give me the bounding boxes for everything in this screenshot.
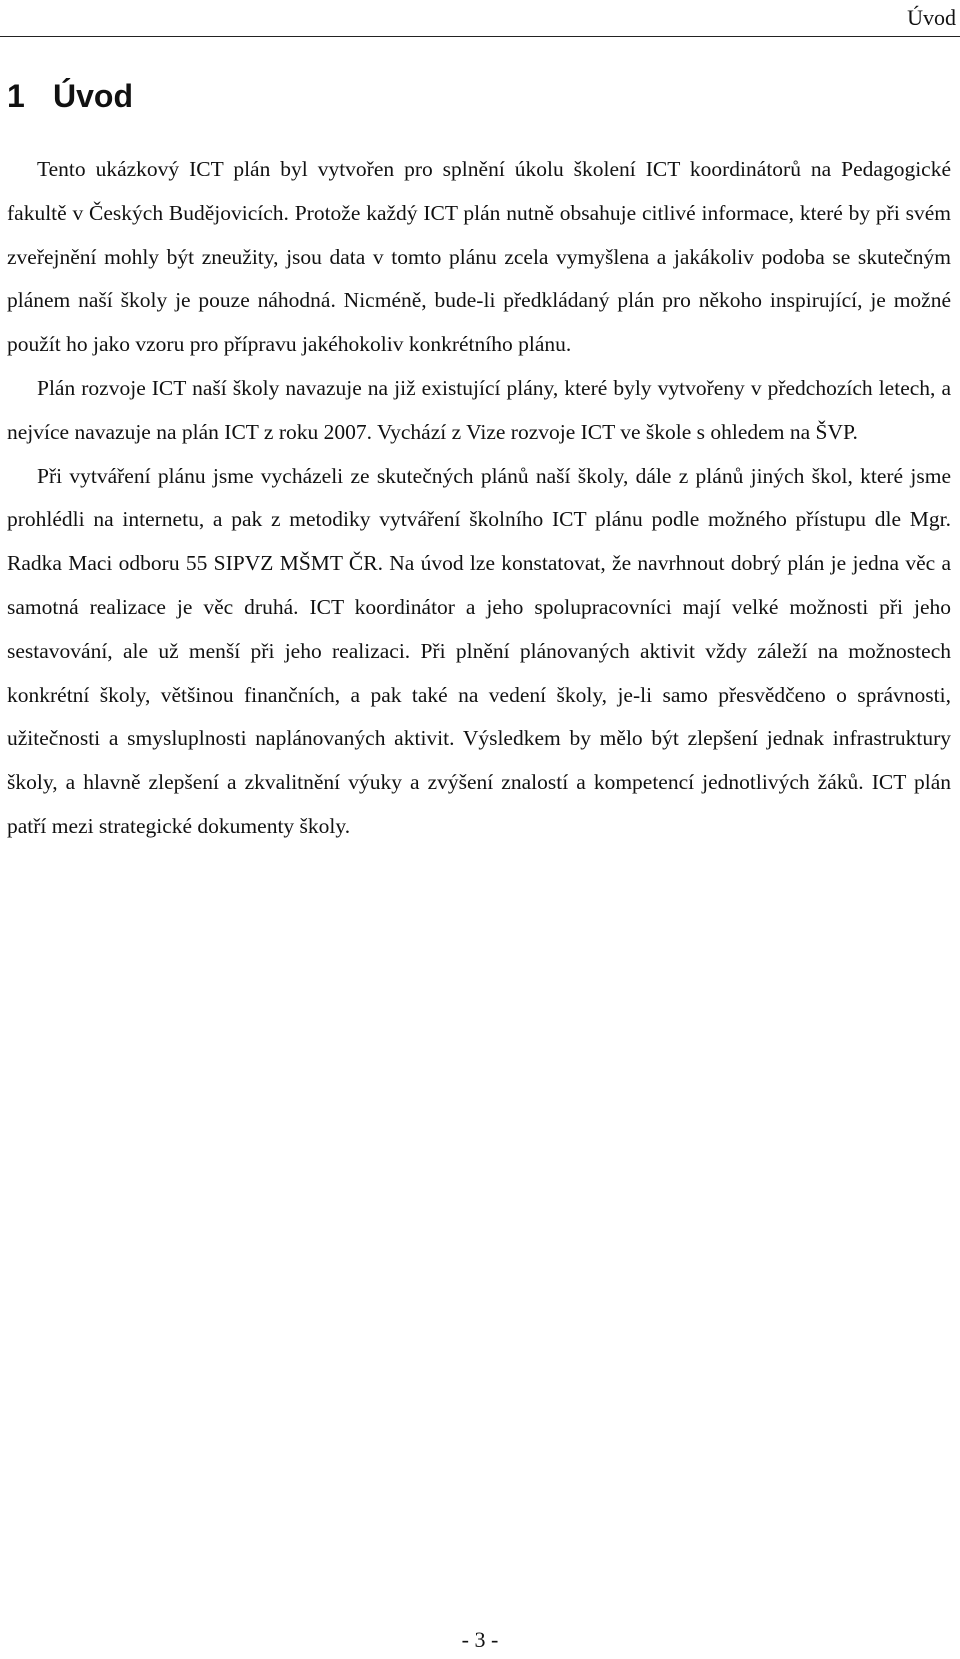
paragraph-plan-continuity: Plán rozvoje ICT naší školy navazuje na již existující plány, které byly vytvořeny v předchozích letech, a nejvíce navazuje na plán ICT z roku 2007. Vychází z Vize rozvoje ICT ve škole s ohledem na ŠVP. [7, 375, 951, 444]
chapter-number: 1 [7, 78, 25, 114]
paragraph-plan-creation: Při vytváření plánu jsme vycházeli ze skutečných plánů naší školy, dále z plánů jiných škol, které jsme prohlédli na internetu, a pak z metodiky vytváření školního ICT plánu podle možného přístupu dle Mgr. Radka Maci odboru 55 SIPVZ MŠMT ČR. Na úvod lze konstatovat, že navrhnout dobrý plán je jedna věc a samotná realizace je věc druhá. ICT koordinátor a jeho spolupracovníci mají velké možnosti při jeho sestavování, ale už menší při jeho realizaci. Při plnění plánovaných aktivit vždy záleží na možnostech konkrétní školy, většinou finančních, a pak také na vedení školy, je-li samo přesvědčeno o správnosti, užitečnosti a smysluplnosti naplánovaných aktivit. Výsledkem by mělo být zlepšení jednak infrastruktury školy, a hlavně zlepšení a zkvalitnění výuky a zvýšení znalostí a kompetencí jednotlivých žáků. ICT plán patří mezi strategické dokumenty školy. [7, 463, 951, 838]
page-number: - 3 - [461, 1627, 499, 1652]
running-header-title: Úvod [907, 5, 956, 30]
chapter-title: Úvod [53, 78, 133, 114]
running-header [0, 0, 960, 37]
paragraph-intro: Tento ukázkový ICT plán byl vytvořen pro splnění úkolu školení ICT koordinátorů na Pedagogické fakultě v Českých Budějovicích. Protože každý ICT plán nutně obsahuje citlivé informace, které by při svém zveřejnění mohly být zneužity, jsou data v tomto plánu zcela vymyšlena a jakákoliv podoba se skutečným plánem naší školy je pouze náhodná. Nicméně, bude-li předkládaný plán pro někoho inspirující, je možné použít ho jako vzoru pro přípravu jakéhokoliv konkrétního plánu. [7, 157, 951, 357]
body-text [7, 148, 951, 849]
chapter-heading [7, 74, 133, 118]
